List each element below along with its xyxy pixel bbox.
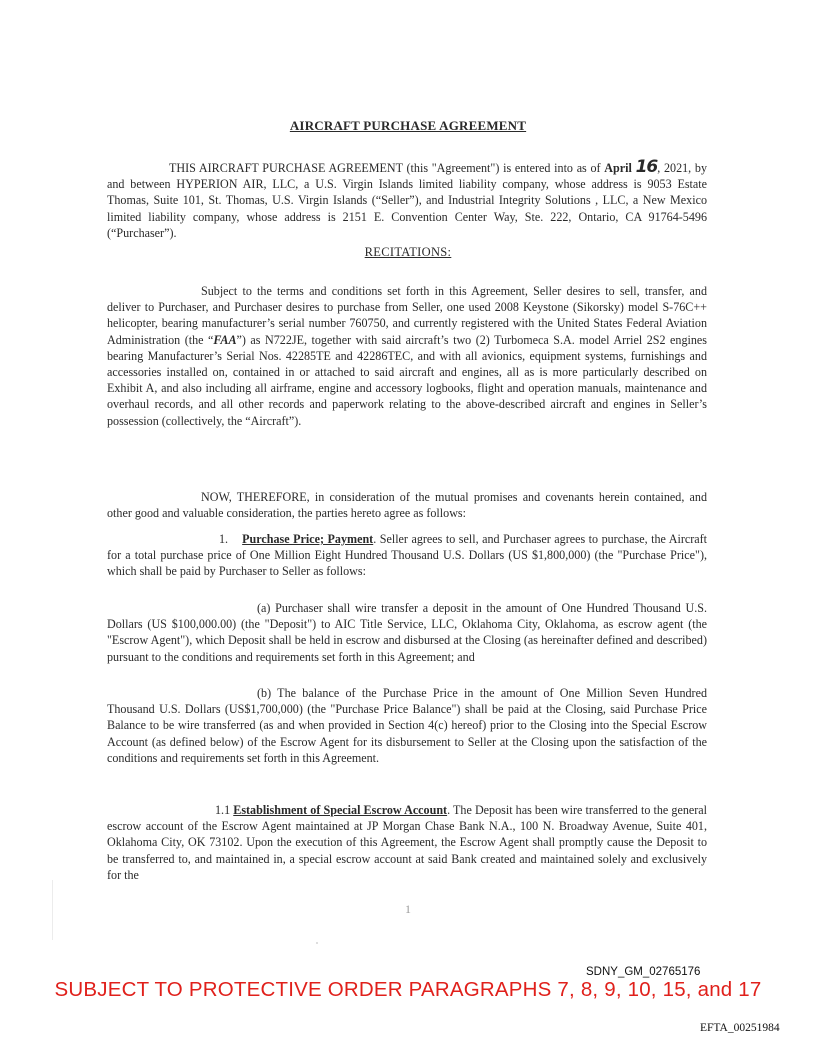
faa-abbreviation: FAA: [213, 332, 237, 347]
recitals-paragraph: [107, 283, 707, 429]
efta-identifier: EFTA_00251984: [700, 1022, 780, 1034]
section-1-1-text: . The Deposit has been wire transferred to the general escrow account of the Escrow Agent maintained at JP Morgan Chase Bank N.A., 100 N. Broadway Avenue, Suite 401, Oklahoma City, OK 73102. Upon the execution of this Agreement, the Escrow Agent shall promptly cause the Deposit to be transferred to, and maintained in, a special escrow account at said Bank created and maintained solely and exclusively for the: [107, 803, 707, 882]
subsection-b-paragraph: (b) The balance of the Purchase Price in the amount of One Million Seven Hundred Thousand U.S. Dollars (US$1,700,000) (the "Purchase Price Balance") shall be paid at the Closing, said Purchase Price Balance to be wire transferred (as and when provided in Section 4(c) hereof) prior to the Closing into the Special Escrow Account (as defined below) of the Escrow Agent for its disbursement to Seller at the Closing upon the satisfaction of the conditions and requirements set forth in this Agreement.: [107, 686, 707, 765]
handwritten-date-day: 16: [635, 157, 658, 177]
intro-paragraph: [107, 159, 707, 241]
bates-number: SDNY_GM_02765176: [586, 966, 701, 978]
section-1-1-number: 1.1: [215, 803, 231, 817]
section-1-1-heading: Establishment of Special Escrow Account: [233, 803, 448, 817]
section-1-1-paragraph: [107, 802, 707, 883]
intro-text-rest: , 2021, by and between HYPERION AIR, LLC, a U.S. Virgin Islands limited liability company, whose address is 9053 Estate Thomas, Suite 101, St. Thomas, U.S. Virgin Islands (“Seller”), and Industrial Integrity Solutions , LLC, a New Mexico limited liability company, whose address is 2151 E. Convention Center Way, Ste. 222, Ontario, CA 91764-5496 (“Purchaser”).: [107, 161, 707, 240]
section-1-number: 1.: [219, 532, 229, 546]
intro-text-start: THIS AIRCRAFT PURCHASE AGREEMENT (this "Agreement") is entered into as of: [169, 161, 605, 175]
now-therefore-paragraph: NOW, THEREFORE, in consideration of the mutual promises and covenants herein contained, and other good and valuable consideration, the parties hereto agree as follows:: [107, 490, 707, 521]
page-number: 1: [405, 902, 411, 916]
protective-order-notice: SUBJECT TO PROTECTIVE ORDER PARAGRAPHS 7, 8, 9, 10, 15, and 17: [54, 978, 762, 1001]
recitals-text-rest: ”) as N722JE, together with said aircraft’s two (2) Turbomeca S.A. model Arriel 2S2 engines bearing Manufacturer’s Serial Nos. 42285TE and 42286TEC, and with all avionics, equipment systems, furnishings and accessories installed on, contained in or attached to said aircraft and engines, all as is more particularly described on Exhibit A, and also including all airframe, engine and accessory logbooks, flight and operation manuals, maintenance and overhaul records, and all other records and paperwork relating to the above-described aircraft and engines in Seller’s possession (collectively, the “Aircraft”).: [107, 332, 707, 428]
section-1-text: . Seller agrees to sell, and Purchaser agrees to purchase, the Aircraft for a total purchase price of One Million Eight Hundred Thousand U.S. Dollars (US $1,800,000) (the "Purchase Price"), which shall be paid by Purchaser to Seller as follows:: [107, 532, 707, 579]
section-1-paragraph: [107, 531, 707, 580]
intro-date-month: April: [604, 161, 632, 175]
scan-speck: [316, 942, 318, 944]
scan-edge-line: [52, 880, 53, 940]
document-title: AIRCRAFT PURCHASE AGREEMENT: [289, 118, 527, 133]
recitations-heading: RECITATIONS:: [364, 245, 452, 259]
recitals-text-start: Subject to the terms and conditions set forth in this Agreement, Seller desires to sell, transfer, and deliver to Purchaser, and Purchaser desires to purchase from Seller, one used 2008 Keystone (Sikorsky) model S-76C++ helicopter, bearing manufacturer’s serial number 760750, and currently registered with the United States Federal Aviation Administration (the “: [107, 284, 707, 347]
section-1-heading: Purchase Price; Payment: [242, 532, 374, 546]
subsection-a-paragraph: (a) Purchaser shall wire transfer a deposit in the amount of One Hundred Thousand U.S. Dollars (US $100,000.00) (the "Deposit") to AIC Title Service, LLC, Oklahoma City, Oklahoma, as escrow agent (the "Escrow Agent"), which Deposit shall be held in escrow and disbursed at the Closing (as hereinafter defined and described) pursuant to the conditions and requirements set forth in this Agreement; and: [107, 601, 707, 664]
